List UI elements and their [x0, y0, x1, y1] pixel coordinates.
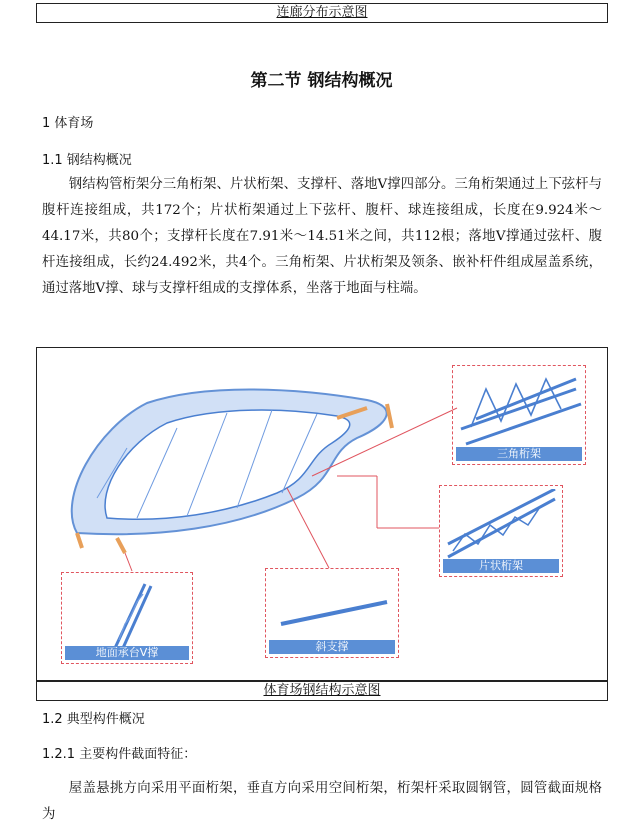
heading-1-1: 1.1 钢结构概况	[42, 153, 132, 168]
diagonal-brace-icon	[269, 572, 397, 642]
paragraph-steel-overview: 钢结构管桁架分三角桁架、片状桁架、支撑杆、落地Ⅴ撑四部分。三角桁架通过上下弦杆与腹杆连接组成，共172个；片状桁架通过上下弦杆、腹杆、球连接组成，长度在9.924米～44.17米，共80个；支撑杆长度在7.91米～14.51米之间，共112根；落地Ⅴ撑通过弦杆、腹杆连接组成，长约24.492米，共4个。三角桁架、片状桁架及领条、嵌补杆件组成屋盖系统，通过落地Ⅴ撑、球与支撑杆组成的支撑体系，坐落于地面与柱端。	[42, 177, 602, 296]
triangle-truss-icon	[456, 369, 584, 449]
callout-planar-truss	[439, 485, 563, 577]
figure-caption-text: 体育场钢结构示意图	[263, 683, 381, 698]
stadium-steel-figure	[36, 347, 608, 681]
callout-brace-label: 斜支撑	[269, 640, 395, 654]
top-figure-caption-text: 连廊分布示意图	[276, 5, 368, 20]
callout-triangle-label: 三角桁架	[456, 447, 582, 461]
v-brace-icon	[65, 576, 191, 648]
top-figure-caption	[36, 3, 608, 23]
callout-planar-label: 片状桁架	[443, 559, 559, 573]
callout-v-brace-label: 地面承台V撑	[65, 646, 189, 660]
callout-v-brace	[61, 572, 193, 664]
heading-1: 1 体育场	[42, 116, 94, 131]
planar-truss-icon	[443, 489, 561, 561]
paragraph-section-features: 屋盖悬挑方向采用平面桁架，垂直方向采用空间桁架，桁架杆采取圆钢管，圆管截面规格为	[42, 781, 602, 822]
heading-1-2-1: 1.2.1 主要构件截面特征：	[42, 747, 197, 762]
figure-caption	[36, 681, 608, 701]
heading-1-2: 1.2 典型构件概况	[42, 712, 145, 727]
stadium-roof-ring	[72, 389, 387, 534]
section-title: 第二节 钢结构概况	[250, 71, 393, 91]
callout-diagonal-brace	[265, 568, 399, 658]
callout-triangle-truss	[452, 365, 586, 465]
